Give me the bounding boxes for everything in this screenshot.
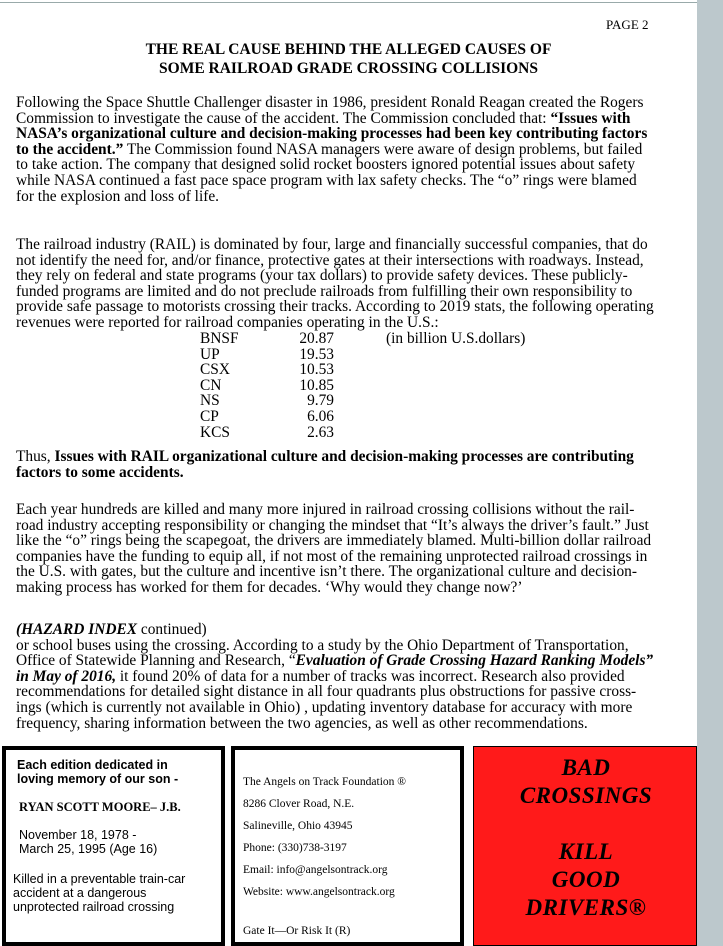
contact-box bbox=[231, 746, 464, 946]
text-line: frequency, sharing information between the two agencies, as well as other recommendations. bbox=[16, 714, 588, 732]
text-line: The railroad industry (RAIL) is dominated by four, large and financially successful companies, that do bbox=[16, 236, 648, 253]
company-revenue: 6.06 bbox=[307, 407, 334, 425]
company-revenue: 10.53 bbox=[299, 361, 334, 379]
company-name: UP bbox=[200, 345, 220, 363]
banner-line: GOOD bbox=[551, 867, 621, 892]
org-address: 8286 Clover Road, N.E. bbox=[243, 798, 355, 810]
text-line bbox=[16, 111, 686, 127]
banner-line: CROSSINGS bbox=[519, 783, 653, 808]
company-name: KCS bbox=[200, 423, 230, 441]
sidebar-stripe bbox=[697, 0, 723, 946]
company-name: CP bbox=[200, 407, 219, 425]
title-line-1: THE REAL CAUSE BEHIND THE ALLEGED CAUSES OF bbox=[145, 41, 552, 58]
text-line bbox=[16, 669, 686, 685]
text-line: ings (which is currently not available in Ohio) , updating inventory database for accuracy with more bbox=[16, 698, 633, 716]
text-span: Commission to investigate the cause of the accident. The Commission concluded that: bbox=[16, 109, 551, 127]
top-rule bbox=[0, 2, 697, 3]
banner-line: BAD bbox=[561, 755, 611, 780]
company-revenue: 19.53 bbox=[299, 345, 334, 363]
bold-quote: to the accident.” bbox=[16, 140, 124, 158]
birth-date: November 18, 1978 - bbox=[19, 828, 137, 842]
company-name: CSX bbox=[200, 361, 230, 379]
bold-quote: “Issues with bbox=[550, 109, 631, 127]
memorial-box bbox=[2, 746, 225, 946]
text-line bbox=[16, 622, 686, 638]
paragraph-railroad-industry bbox=[16, 237, 686, 331]
company-name: CN bbox=[200, 376, 222, 394]
paragraph-challenger bbox=[16, 95, 686, 204]
org-email: Email: info@angelsontrack.org bbox=[243, 864, 388, 876]
company-revenue: 10.85 bbox=[299, 376, 334, 394]
text-line: like the “o” rings being the scapegoat, the drivers are immediately blamed. Multi-billion dollar railroad bbox=[16, 532, 652, 550]
text-line: recommendations for detailed sight distance in all four quadrants plus obstructions for passive cross- bbox=[16, 683, 637, 701]
text-line bbox=[16, 653, 686, 669]
text-line: or school buses using the crossing. According to a study by the Ohio Department of Transportation, bbox=[16, 636, 629, 654]
text-span: Thus, bbox=[16, 448, 55, 465]
bold-statement: factors to some accidents. bbox=[16, 463, 184, 481]
company-name: BNSF bbox=[200, 330, 239, 347]
text-line bbox=[16, 465, 686, 481]
text-span: continued) bbox=[140, 621, 207, 638]
memorial-line: Killed in a preventable train-car bbox=[13, 872, 186, 886]
text-line: provide safe passage to motorists crossing their tracks. According to 2019 stats, the following operating bbox=[16, 298, 654, 316]
text-line: making process has worked for them for decades. ‘Why would they change now?’ bbox=[16, 578, 523, 596]
company-revenue: 9.79 bbox=[307, 392, 334, 410]
memorial-name: RYAN SCOTT MOORE– J.B. bbox=[19, 800, 181, 814]
article-title bbox=[0, 40, 697, 78]
text-line: not identify the need for, and/or finance, protective gates at their intersections with roadways. Instead, bbox=[16, 251, 644, 269]
text-line: to take action. The company that designed solid rocket boosters ignored potential issues about safety bbox=[16, 156, 636, 174]
death-date: March 25, 1995 (Age 16) bbox=[19, 842, 158, 856]
banner-line: KILL bbox=[558, 839, 614, 864]
text-line: companies have the funding to equip all, if not most of the remaining unprotected railroad crossings in bbox=[16, 547, 648, 565]
text-line: road industry accepting responsibility or changing the mindset that “It’s always the driver’s fault.” Just bbox=[16, 516, 649, 534]
paragraph-collisions bbox=[16, 502, 686, 596]
study-date: in May of 2016, bbox=[16, 667, 117, 685]
org-slogan: Gate It—Or Risk It (R) bbox=[243, 925, 351, 937]
memorial-line: Each edition dedicated in bbox=[17, 758, 168, 772]
study-title: Evaluation of Grade Crossing Hazard Ranking Models” bbox=[295, 652, 654, 670]
banner-line: DRIVERS® bbox=[525, 895, 647, 920]
text-span: it found 20% of data for a number of tracks was incorrect. Research also provided bbox=[116, 667, 625, 685]
page-number: PAGE 2 bbox=[606, 17, 649, 32]
text-line: funded programs are limited and do not preclude railroads from fulfilling their own responsibility to bbox=[16, 282, 633, 300]
company-name: NS bbox=[200, 392, 220, 410]
text-span: The Commission found NASA managers were aware of design problems, but failed bbox=[123, 140, 643, 158]
bad-crossings-banner bbox=[473, 746, 697, 946]
paragraph-rail-culture bbox=[16, 449, 686, 480]
title-line-2: SOME RAILROAD GRADE CROSSING COLLISIONS bbox=[159, 60, 538, 77]
bold-quote: NASA’s organizational culture and decision-making processes had been key contributing factors bbox=[16, 125, 648, 143]
org-name: The Angels on Track Foundation ® bbox=[243, 776, 407, 788]
text-line: they rely on federal and state programs (your tax dollars) to provide safety devices. These publicly- bbox=[16, 267, 628, 285]
text-line: the U.S. with gates, but the culture and incentive isn’t there. The organizational culture and decision- bbox=[16, 563, 638, 581]
text-line bbox=[16, 449, 686, 465]
paragraph-hazard-index bbox=[16, 622, 686, 731]
text-line bbox=[16, 126, 686, 142]
text-line: Following the Space Shuttle Challenger disaster in 1986, president Ronald Reagan created the Rogers bbox=[16, 94, 644, 111]
org-phone: Phone: (330)738-3197 bbox=[243, 842, 347, 854]
org-city: Salineville, Ohio 43945 bbox=[243, 820, 353, 832]
revenue-unit-note: (in billion U.S.dollars) bbox=[386, 330, 526, 347]
text-line: while NASA continued a fast pace space program with lax safety checks. The “o” rings were blamed bbox=[16, 171, 637, 189]
company-revenue: 2.63 bbox=[307, 423, 334, 441]
org-website: Website: www.angelsontrack.org bbox=[243, 886, 395, 898]
company-revenue: 20.87 bbox=[299, 330, 334, 347]
text-line: for the explosion and loss of life. bbox=[16, 187, 220, 205]
memorial-line: accident at a dangerous bbox=[13, 886, 147, 900]
text-line bbox=[16, 142, 686, 158]
text-span: Office of Statewide Planning and Research, “ bbox=[16, 652, 296, 670]
text-line: revenues were reported for railroad companies operating in the U.S.: bbox=[16, 313, 439, 331]
memorial-line: loving memory of our son - bbox=[17, 772, 179, 786]
memorial-line: unprotected railroad crossing bbox=[13, 900, 175, 914]
section-heading: (HAZARD INDEX bbox=[16, 621, 141, 638]
text-line: Each year hundreds are killed and many more injured in railroad crossing collisions without the rail- bbox=[16, 501, 635, 518]
bold-statement: Issues with RAIL organizational culture and decision-making processes are contributing bbox=[54, 448, 634, 465]
